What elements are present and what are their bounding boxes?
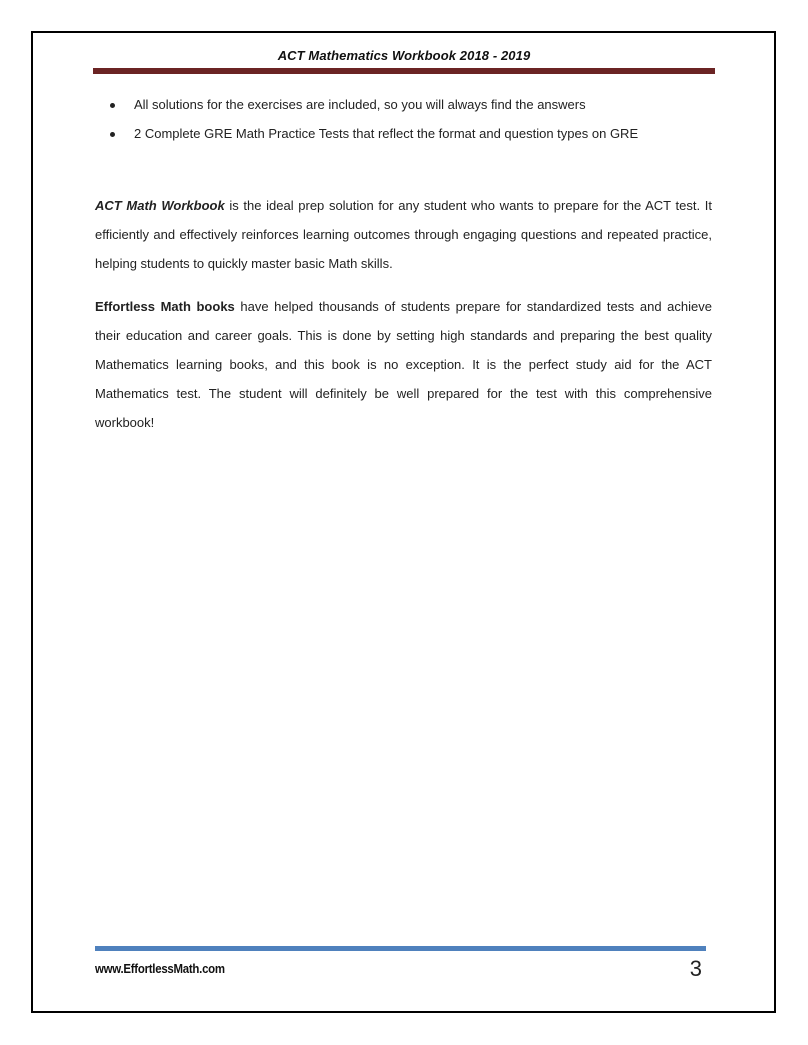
bullet-dot-icon	[110, 103, 115, 108]
paragraph-lead: ACT Math Workbook	[95, 198, 225, 213]
bullet-dot-icon	[110, 132, 115, 137]
bullet-text: All solutions for the exercises are included, so you will always find the answers	[134, 97, 586, 112]
paragraph-body: is the ideal prep solution for any student who wants to prepare for the ACT test. It efficiently and effectively reinforces learning outcomes through engaging questions and repeated practice, helping students to quickly master basic Math skills.	[95, 198, 712, 271]
page-number: 3	[689, 956, 702, 981]
paragraph-body: have helped thousands of students prepare for standardized tests and achieve their education and career goals. This is done by setting high standards and preparing the best quality Mathematics learning books, and this book is no exception. It is the perfect study aid for the ACT Mathematics test. The student will definitely be well prepared for the test with this comprehensive workbook!	[95, 299, 712, 430]
bullet-item	[95, 94, 715, 123]
paragraph-act-math-workbook	[95, 191, 712, 278]
paragraph-effortless-math	[95, 292, 712, 437]
feature-bullet-list	[95, 94, 715, 152]
footer-website-link[interactable]: www.EffortlessMath.com	[95, 961, 225, 976]
paragraph-lead: Effortless Math books	[95, 299, 235, 314]
page-border	[31, 31, 776, 1013]
header-rule	[93, 68, 715, 74]
bullet-item	[95, 123, 715, 152]
running-header-title: ACT Mathematics Workbook 2018 - 2019	[277, 48, 531, 63]
bullet-text: 2 Complete GRE Math Practice Tests that reflect the format and question types on GRE	[134, 126, 639, 141]
footer-rule	[95, 946, 706, 951]
